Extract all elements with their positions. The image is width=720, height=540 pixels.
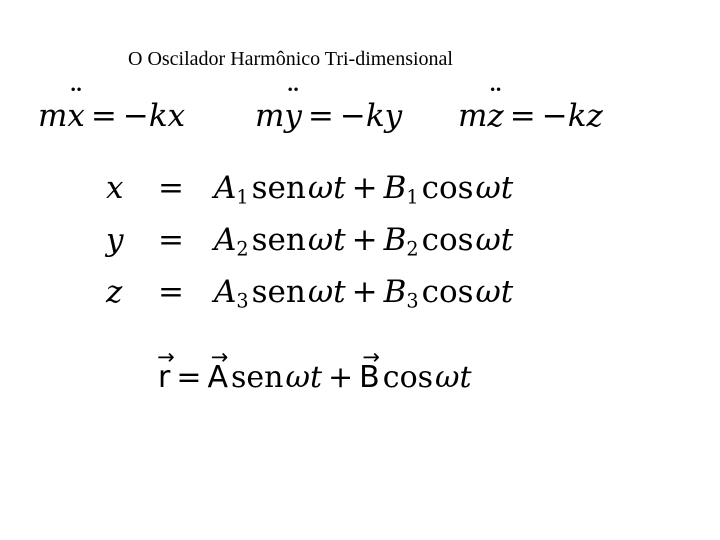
eq-z-mass: m xyxy=(458,98,488,134)
solution-z-rhs: $A_3sen\omega t + B_3\cos\omega t$ xyxy=(214,274,514,313)
vector-b: B → xyxy=(359,360,380,395)
eq-z-accel: z ¨ xyxy=(487,98,503,134)
eq-x-mass: m xyxy=(38,98,68,134)
slide-title: O Oscilador Harmônico Tri-dimensional xyxy=(128,48,453,70)
eq-x-equals: = xyxy=(90,98,117,134)
eq-z-rhs: −kz xyxy=(541,98,603,134)
equation-motion-z xyxy=(458,98,603,134)
solution-x-rhs: $A_1sen\omega t + B_1\cos\omega t$ xyxy=(214,170,514,209)
equation-motion-x xyxy=(38,98,185,134)
vector-equals: = xyxy=(176,360,202,395)
solution-z-lhs: z xyxy=(106,274,123,310)
solution-y-rhs: $A_2sen\omega t + B_2\cos\omega t$ xyxy=(214,222,514,261)
solution-x-equals: = xyxy=(158,170,184,206)
eq-x-accel: x ¨ xyxy=(67,98,84,134)
eq-z-equals: = xyxy=(509,98,536,134)
vector-r: r → xyxy=(158,360,170,395)
solution-z-equals: = xyxy=(158,274,184,310)
eq-y-mass: m xyxy=(255,98,285,134)
vector-solution: r → = A → senωt + B → cosωt xyxy=(158,360,472,395)
eq-y-rhs: −ky xyxy=(339,98,403,134)
eq-y-accel: y ¨ xyxy=(284,98,302,134)
eq-y-equals: = xyxy=(307,98,334,134)
solution-y-equals: = xyxy=(158,222,184,258)
vector-a: A → xyxy=(207,360,228,395)
solution-y-lhs: y xyxy=(106,222,124,258)
equation-motion-y xyxy=(255,98,402,134)
solution-x-lhs: x xyxy=(106,170,124,206)
eq-x-rhs: −kx xyxy=(122,98,186,134)
